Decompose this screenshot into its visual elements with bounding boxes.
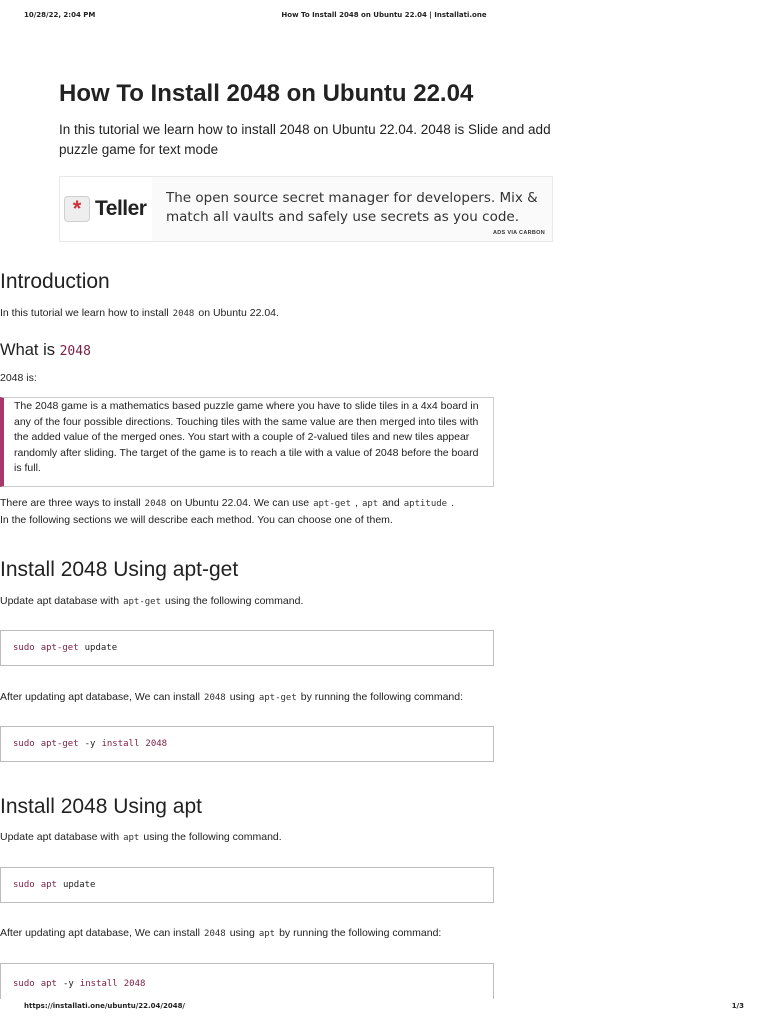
ways-text-line2: In the following sections we will describe each method. You can choose one of them. [0,514,393,526]
ways-paragraph [0,495,494,528]
carbon-ad[interactable] [59,176,553,242]
what-is-heading-code: 2048 [59,344,91,359]
code-block-apt-update[interactable] [0,867,494,903]
code-tool: apt [40,978,57,989]
intro-text: In this tutorial we learn how to install [0,307,169,319]
ways-text: on Ubuntu 22.04. We can use [170,497,310,509]
ad-text[interactable]: The open source secret manager for developers. Mix & match all vaults and safely use secrets as you code. [166,190,538,225]
apt-get-section [0,557,494,583]
ways-code-2048: 2048 [144,499,167,509]
asterisk-icon: * [64,196,90,222]
page-title: How To Install 2048 on Ubuntu 22.04 [59,80,474,107]
ways-text: There are three ways to install [0,497,141,509]
intro-text-after: on Ubuntu 22.04. [198,307,279,319]
apt-get-after-paragraph [0,689,494,706]
apt-update-code: apt [123,833,140,843]
code-block-apt-get-update[interactable] [0,630,494,666]
print-datetime: 10/28/22, 2:04 PM [24,11,96,19]
what-is-intro-wrap [0,370,494,386]
apt-get-update-text: Update apt database with [0,595,120,607]
article [59,78,553,242]
ways-code-apt-get: apt-get [313,499,352,509]
apt-get-update-code: apt-get [123,597,162,607]
code-tool: apt-get [40,739,79,749]
apt-after-code: apt [258,929,276,939]
apt-after-text: After updating apt database, We can install [0,927,201,939]
what-is-intro: 2048 is: [0,372,37,384]
what-is-section [0,339,494,363]
apt-after-text: by running the following command: [279,927,442,939]
apt-install-code-wrap [0,963,494,999]
ad-brand: Teller [95,197,147,220]
apt-update-text: Update apt database with [0,831,120,843]
code-sudo: sudo [13,643,35,653]
article-lead: In this tutorial we learn how to install 2048 on Ubuntu 22.04. 2048 is Slide and add puzzle game for text mode [59,122,551,157]
print-url: https://installati.one/ubuntu/22.04/2048/ [24,1002,185,1010]
quote-wrap [0,397,494,487]
print-footer [24,1002,744,1012]
code-pkg: 2048 [123,978,146,989]
ad-logo[interactable] [60,177,152,241]
ways-text: and [382,497,400,509]
code-arg: update [84,643,118,653]
print-header [24,11,744,21]
introduction-paragraph [0,305,494,322]
apt-after-text: using [229,927,255,939]
apt-after-code: 2048 [204,929,226,939]
description-blockquote: The 2048 game is a mathematics based puzzle game where you have to slide tiles in a 4x4 board in any of the four possible directions. Touching tiles with the same value are then merged into tiles with the added value of the merged ones. You start with a couple of 2-valued tiles and new tiles appear randomly after sliding. The target of the game is to reach a tile with a value of 2048 before the board is full. [0,397,494,487]
code-tool: apt-get [40,643,79,653]
apt-get-after-text: using [229,691,255,703]
apt-get-update-code-wrap [0,630,494,666]
apt-get-after-code: apt-get [258,693,297,703]
code-flag: -y [62,978,74,989]
what-is-heading: What is 2048 [0,341,91,359]
code-sudo: sudo [13,739,35,749]
apt-after-paragraph [0,925,494,942]
apt-get-heading: Install 2048 Using apt-get [0,558,239,581]
apt-update-paragraph [0,829,494,846]
apt-update-text: using the following command. [143,831,282,843]
ways-text: . [451,497,455,509]
ways-text: , [355,497,358,509]
introduction-heading: Introduction [0,270,110,293]
code-sudo: sudo [13,880,35,890]
apt-get-after-text: After updating apt database, We can install [0,691,201,703]
code-arg: update [62,880,96,890]
apt-update-code-wrap [0,867,494,903]
apt-heading: Install 2048 Using apt [0,795,202,818]
code-block-apt-get-install[interactable] [0,726,494,762]
apt-get-update-text: using the following command. [165,595,304,607]
code-install: install [101,739,140,749]
intro-code: 2048 [172,309,195,319]
code-tool: apt [40,880,57,890]
code-pkg: 2048 [145,739,168,749]
ad-via-link[interactable]: ADS VIA CARBON [493,230,545,236]
ways-code-aptitude: aptitude [403,499,448,509]
code-install: install [79,978,118,989]
apt-get-after-code: 2048 [204,693,226,703]
code-block-apt-install[interactable] [0,963,494,999]
apt-get-update-paragraph [0,593,494,610]
apt-section [0,794,494,820]
ways-code-apt: apt [361,499,379,509]
print-page-number: 1/3 [731,1002,744,1010]
code-sudo: sudo [13,978,35,989]
apt-get-install-code-wrap [0,726,494,762]
apt-get-after-text: by running the following command: [300,691,464,703]
print-page-title: How To Install 2048 on Ubuntu 22.04 | Installati.one [281,11,487,19]
code-flag: -y [84,739,96,749]
introduction-section [0,269,494,295]
